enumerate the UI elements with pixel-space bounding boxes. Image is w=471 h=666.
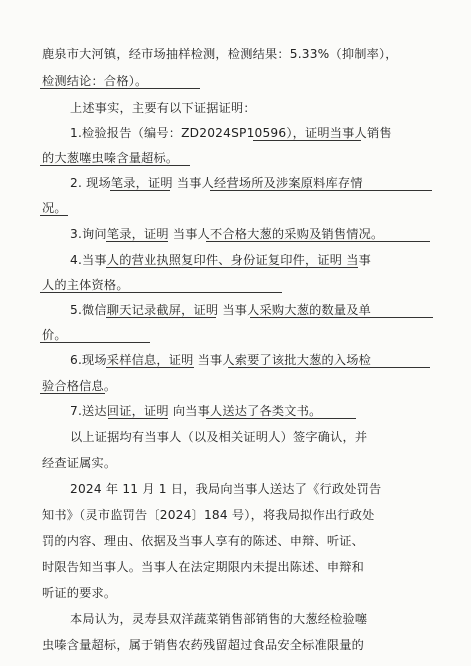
- text-line: 以上证据均有当事人（以及相关证明人）签字确认，并: [70, 430, 368, 444]
- text-line: 况。: [42, 201, 67, 215]
- text-line: 的大葱噻虫嗪含量超标。: [42, 151, 179, 165]
- text-line: 本局认为，灵寿县双洋蔬菜销售部销售的大葱经检验噻: [70, 612, 368, 626]
- underline: [40, 342, 150, 343]
- text-line: 虫嗪含量超标，属于销售农药残留超过食品安全标准限量的: [42, 638, 365, 652]
- text-line: 6.现场采样信息，证明 当事人索要了该批大葱的入场检: [70, 353, 372, 367]
- underline: [250, 317, 433, 318]
- text-line: 3.询问笔录，证明 当事人不合格大葱的采购及销售情况。: [70, 227, 384, 241]
- underline: [40, 165, 190, 166]
- text-line: 2. 现场笔录，证明 当事人经营场所及涉案原料库存情: [70, 176, 363, 190]
- text-line: 验合格信息。: [42, 379, 117, 393]
- underline: [253, 140, 361, 141]
- text-line: 上述事实，主要有以下证据证明：: [70, 101, 256, 115]
- underline: [106, 267, 358, 268]
- text-line: 人的主体资格。: [42, 278, 129, 292]
- underline: [106, 367, 194, 368]
- text-line: 7.送达回证，证明 向当事人送达了各类文书。: [70, 404, 322, 418]
- text-line: 1.检验报告（编号：ZD2024SP10596），证明当事人销售: [70, 126, 392, 140]
- text-line: 知书》（灵市监罚告〔2024〕184 号），将我局拟作出行政处: [42, 508, 375, 522]
- text-line: 经查证属实。: [42, 456, 117, 470]
- underline: [40, 292, 282, 293]
- underline: [210, 190, 432, 191]
- underline: [40, 215, 68, 216]
- underline: [110, 190, 170, 191]
- text-line: 4.当事人的营业执照复印件、身份证复印件，证明 当事: [70, 253, 372, 267]
- text-line: 2024 年 11 月 1 日，我局向当事人送达了《行政处罚告: [70, 482, 382, 496]
- text-line: 时限告知当事人。当事人在法定期限内未提出陈述、申辩和: [42, 560, 365, 574]
- text-line: 价。: [42, 328, 67, 342]
- text-line: 鹿泉市大河镇，经市场抽样检测，检测结果：5.33%（抑制率），: [42, 47, 398, 61]
- text-line: 检测结论：合格）。: [42, 74, 148, 88]
- underline: [106, 317, 216, 318]
- underline: [206, 418, 356, 419]
- underline: [40, 88, 200, 89]
- underline: [106, 241, 168, 242]
- underline: [40, 393, 105, 394]
- text-line: 5.微信聊天记录截屏，证明 当事人采购大葱的数量及单: [70, 303, 372, 317]
- underline: [206, 241, 430, 242]
- underline: [228, 367, 430, 368]
- text-line: 罚的内容、理由、依据及当事人享有的陈述、申辩、听证、: [42, 534, 365, 548]
- underline: [108, 418, 168, 419]
- text-line: 听证的要求。: [42, 586, 117, 600]
